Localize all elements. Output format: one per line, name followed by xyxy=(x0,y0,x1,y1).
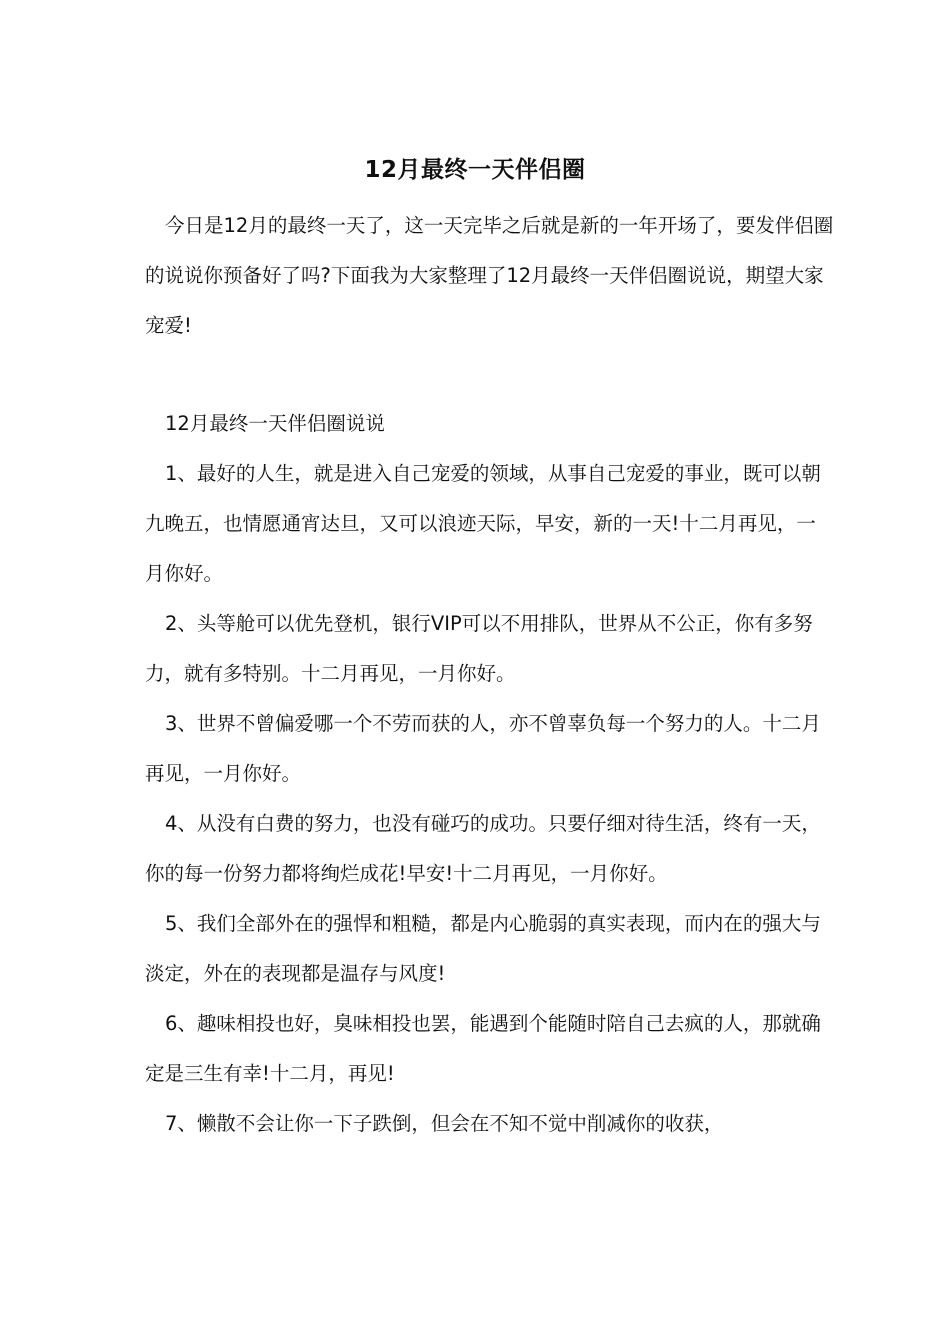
list-item: 7、懒散不会让你一下子跌倒，但会在不知不觉中削减你的收获， xyxy=(165,1112,724,1135)
document-body xyxy=(145,201,835,1149)
section-heading: 12月最终一天伴侣圈说说 xyxy=(165,412,385,435)
document-title: 12月最终一天伴侣圈 xyxy=(364,157,586,183)
list-item: 1、最好的人生，就是进入自己宠爱的领域，从事自己宠爱的事业，既可以朝九晚五，也情愿通宵达旦，又可以浪迹天际，早安，新的一天!十二月再见，一月你好。 xyxy=(145,462,821,585)
intro-paragraph: 今日是12月的最终一天了，这一天完毕之后就是新的一年开场了，要发伴侣圈的说说你预备好了吗?下面我为大家整理了12月最终一天伴侣圈说说，期望大家宠爱! xyxy=(145,214,834,337)
list-item: 5、我们全部外在的强悍和粗糙，都是内心脆弱的真实表现，而内在的强大与淡定，外在的表现都是温存与风度! xyxy=(145,912,821,985)
list-item: 2、头等舱可以优先登机，银行VIP可以不用排队，世界从不公正，你有多努力，就有多特别。十二月再见，一月你好。 xyxy=(145,612,813,685)
paragraph-spacer xyxy=(145,351,835,399)
list-item: 6、趣味相投也好，臭味相投也罢，能遇到个能随时陪自己去疯的人，那就确定是三生有幸!十二月，再见! xyxy=(145,1012,821,1085)
list-item: 4、从没有白费的努力，也没有碰巧的成功。只要仔细对待生活，终有一天，你的每一份努力都将绚烂成花!早安!十二月再见，一月你好。 xyxy=(145,812,821,885)
list-item: 3、世界不曾偏爱哪一个不劳而获的人，亦不曾辜负每一个努力的人。十二月再见，一月你好。 xyxy=(145,712,821,785)
